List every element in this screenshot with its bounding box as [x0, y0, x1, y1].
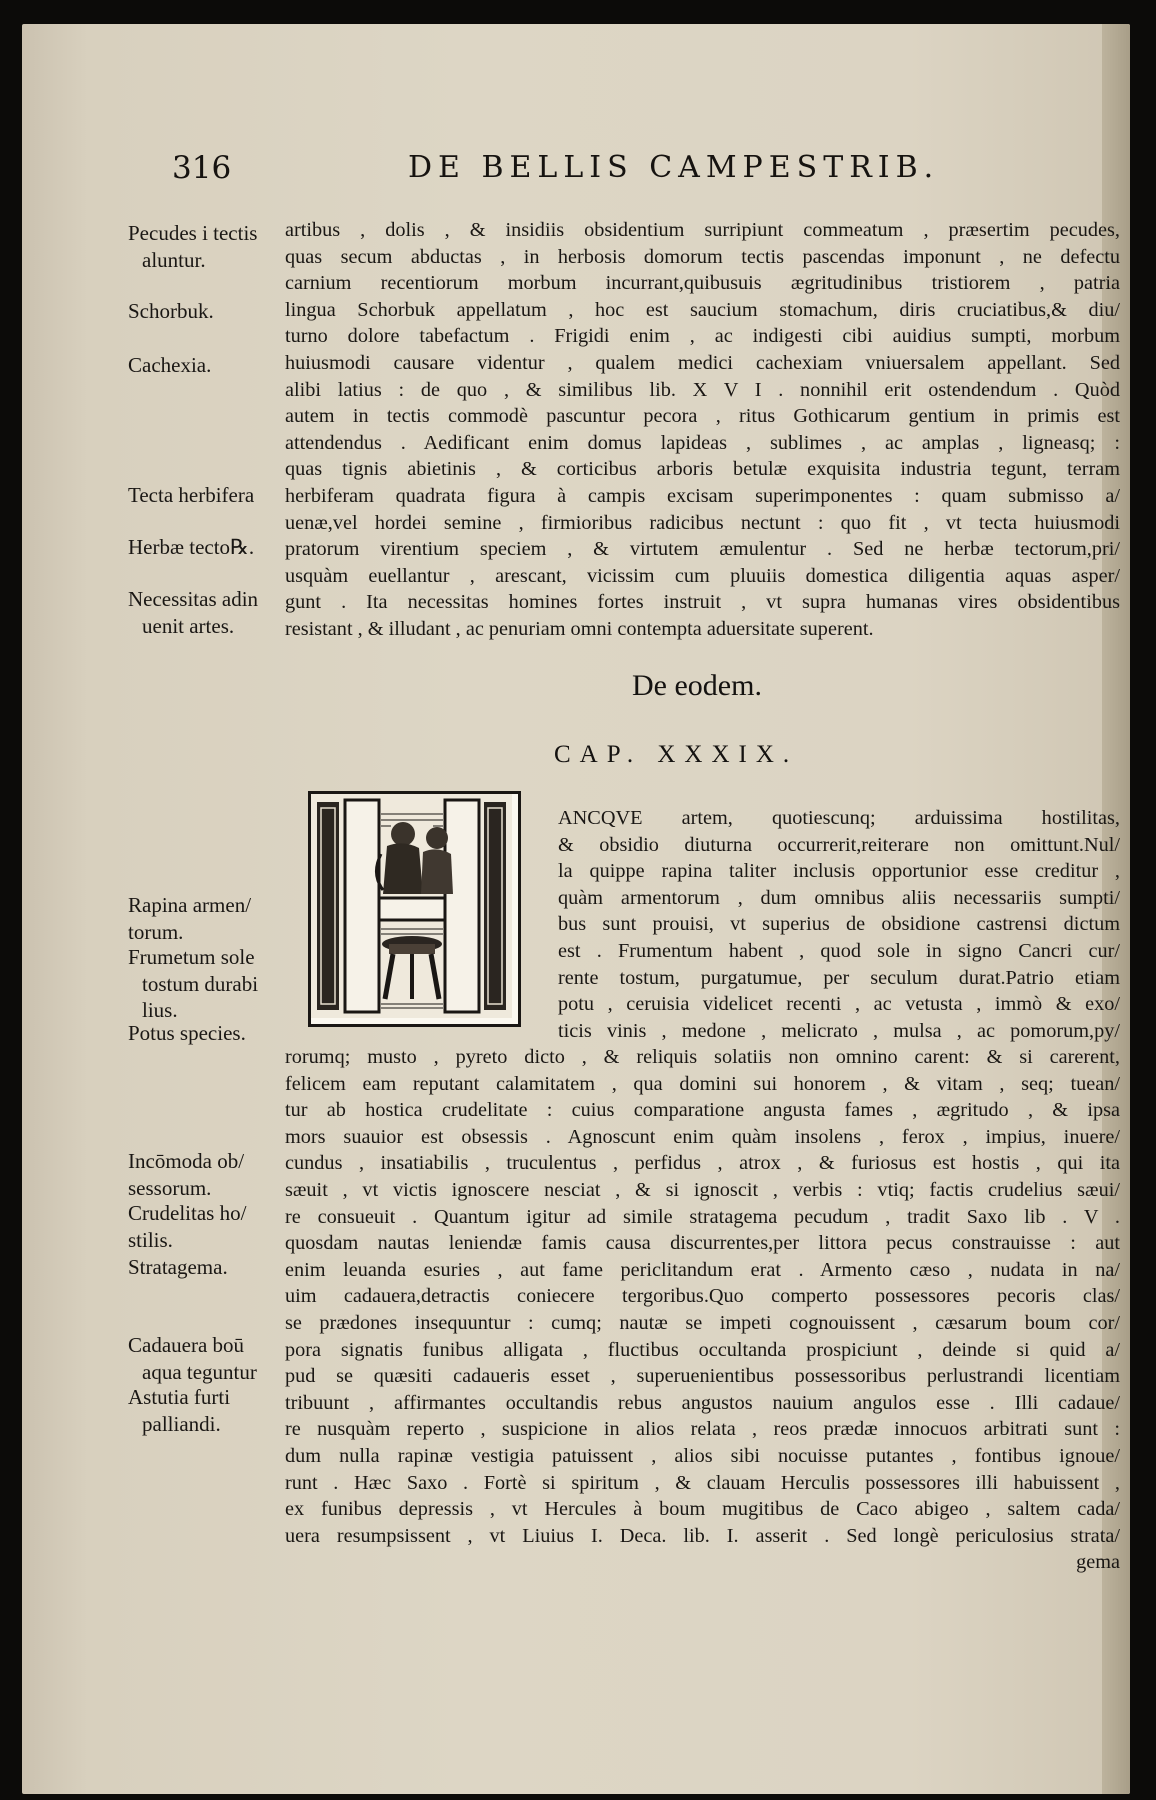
margin-note	[128, 534, 254, 561]
margin-note-line: Crudelitas ho/	[128, 1201, 247, 1225]
chapter-label: CAP. XXXIX.	[554, 741, 799, 768]
text-line: tribuunt , affirmantes occultandis rebus angustos nauium angulos esse . Illi cadaue/	[285, 1391, 1120, 1414]
margin-note-line: Pecudes i tectis	[128, 221, 258, 245]
text-line: dum nulla rapinæ vestigia patuissent , alios sibi nocuisse putantes , fontibus ignoue/	[285, 1444, 1120, 1467]
text-line: ex funibus depressis , vt Hercules à boum mugitibus de Caco abigeo , saltem cada/	[285, 1498, 1120, 1521]
margin-note-line: Cachexia.	[128, 353, 212, 377]
text-line: potu , ceruisia videlicet recenti , ac vetusta , immò & exo/	[558, 993, 1120, 1016]
catchword: gema	[1076, 1551, 1120, 1574]
margin-note	[128, 482, 254, 509]
text-line: est . Frumentum habent , quod sole in signo Cancri cur/	[558, 939, 1120, 962]
margin-note-line: aluntur.	[142, 247, 206, 272]
text-line: mors suauior est obsessis . Agnoscunt enim quàm insolens , ferox , impius, inuere/	[285, 1125, 1120, 1148]
text-line: pora signatis funibus alligata , fluctibus occultanda prospiciunt , deinde si quid a/	[285, 1338, 1120, 1361]
margin-note-line: Potus species.	[128, 1021, 246, 1045]
text-line: uim cadauera,detractis coniecere tergoribus.Quo comperto possessores pecoris clas/	[285, 1285, 1120, 1308]
margin-note	[128, 1384, 230, 1437]
margin-note-line: torum.	[128, 919, 184, 944]
text-line: turno dolore tabefactum . Frigidi enim , ac indigesti cibi auidius sumpti, morbum	[285, 325, 1120, 348]
margin-note	[128, 1254, 228, 1281]
text-line: cundus , insatiabilis , truculentus , perfidus , atrox , & furiosus est hostis , qui ita	[285, 1152, 1120, 1175]
margin-note-line: aqua teguntur	[142, 1359, 257, 1384]
margin-note-line: Astutia furti	[128, 1385, 231, 1409]
margin-note	[128, 1332, 257, 1385]
text-line: re consueuit . Quantum igitur ad simile stratagema pecudum , tradit Saxo lib . V .	[285, 1205, 1120, 1228]
text-line: quàm armentorum , dum omnibus aliis necessariis sumpti/	[558, 886, 1120, 909]
margin-note-line: Rapina armen/	[128, 893, 252, 917]
text-line: se prædones insequuntur : cumq; nautæ se impeti cognouissent , cæsarum boum cor/	[285, 1311, 1120, 1334]
text-line: uenæ,vel hordei semine , firmioribus radicibus nectunt : quo fit , vt tecta huiusmodi	[285, 511, 1120, 534]
paragraph-2-full-width	[285, 1044, 1120, 1576]
margin-note-line: Necessitas adin	[128, 587, 259, 611]
margin-note-line: Incōmoda ob/	[128, 1149, 245, 1173]
margin-note	[128, 220, 257, 273]
margin-note-line: uenit artes.	[142, 613, 235, 638]
margin-note	[128, 352, 211, 379]
margin-note	[128, 586, 258, 639]
text-line: ANCQVE artem, quotiescunq; arduissima hostilitas,	[558, 807, 1120, 829]
page-header	[172, 150, 1032, 200]
margin-note	[128, 1200, 246, 1253]
text-line: resistant , & illudant , ac penuriam omni contempta aduersitate superent.	[285, 617, 874, 640]
text-line: alibi latius : de quo , & similibus lib. X V I . nonnihil erit ostendendum . Quòd	[285, 378, 1120, 401]
text-line: felicem eam reputant calamitatem , qua domini sui honorem , & vitam , seq; tuean/	[285, 1072, 1120, 1095]
text-line: re nusquàm reperto , suspicione in alios relata , reos prædæ innocuos arbitrati sunt :	[285, 1418, 1120, 1441]
text-line: attendendus . Aedificant enim domus lapideas , sublimes , ac amplas , ligneasq; :	[285, 431, 1120, 454]
text-line: quosdam nautas leniendæ famis causa discurrentes,per littora pecus constrauisse : aut	[285, 1232, 1120, 1255]
margin-note	[128, 1148, 244, 1201]
text-line: carnium recentiorum morbum incurrant,quibusuis ægritudinibus tristiorem , patria	[285, 272, 1120, 295]
margin-note-line: Stratagema.	[128, 1255, 228, 1279]
margin-note-line: Schorbuk.	[128, 299, 214, 323]
text-line: sæuit , vt victis ignoscere nesciat , & si ignoscit , verbis : vtiq; factis crudelius sæui/	[285, 1178, 1120, 1201]
text-line: autem in tectis commodè pascuntur pecora , ritus Gothicarum gentium in primis est	[285, 405, 1120, 428]
text-line: tur ab hostica crudelitate : cuius comparatione angusta fames , ægritudo , & ipsa	[285, 1099, 1120, 1122]
text-line: ticis vinis , medone , melicrato , mulsa , ac pomorum,py/	[558, 1019, 1120, 1042]
margin-note-line: Cadauera boū	[128, 1333, 245, 1357]
margin-note-line: lius.	[142, 998, 178, 1023]
running-title: DE BELLIS CAMPESTRIB.	[408, 150, 940, 185]
text-line: quas tignis abietinis , & corticibus arboris betulæ exquisita industria tegunt, terram	[285, 458, 1120, 481]
text-line: usquàm euellantur , arescant, vicissim cum pluuiis domestica diligentia aquas asper/	[285, 564, 1120, 587]
text-line: bus sunt prouisi, vt superius de obsidione castrensi dictum	[558, 913, 1120, 936]
text-line: enim leuanda esuries , aut fame periclitandum erat . Armento cæso , nudata in na/	[285, 1258, 1120, 1281]
margin-note-line: Tecta herbifera	[128, 483, 255, 507]
page-number: 316	[172, 150, 232, 186]
margin-note	[128, 944, 258, 1024]
margin-note-line: stilis.	[128, 1227, 173, 1252]
text-line: la quippe rapina taliter inclusis opportunior esse creditur ,	[558, 860, 1120, 883]
text-line: rorumq; musto , pyreto dicto , & reliquis solatiis non omnino carent: & si carerent,	[285, 1046, 1120, 1068]
margin-note-line: palliandi.	[142, 1411, 221, 1436]
text-line: artibus , dolis , & insidiis obsidentium surripiunt commeatum , præsertim pecudes,	[285, 219, 1120, 241]
woodcut-initial-h	[308, 791, 521, 1027]
margin-note	[128, 892, 251, 945]
text-line: runt . Hæc Saxo . Fortè si spiritum , & clauam Herculis possessores illi habuissent ,	[285, 1471, 1120, 1494]
margin-note-line: Frumetum sole	[128, 945, 255, 969]
text-line: & obsidio diuturna occurrerit,reiterare non omittunt.Nul/	[558, 833, 1120, 856]
text-line: herbiferam quadrata figura à campis excisam superimponentes : quam submisso a/	[285, 484, 1120, 507]
woodcut-illustration	[311, 794, 512, 1018]
paragraph-2-beside-initial	[558, 805, 1120, 1044]
text-line: pratorum virentium speciem , & virtutem æmulentur . Sed ne herbæ tectorum,pri/	[285, 538, 1120, 561]
text-line: lingua Schorbuk appellatum , hoc est saucium stomachum, diris cruciatibus,& diu/	[285, 298, 1120, 321]
section-heading: De eodem.	[632, 669, 762, 702]
book-page	[22, 24, 1130, 1794]
margin-note	[128, 1020, 246, 1047]
text-line: rente tostum, purgatumue, per seculum durat.Patrio etiam	[558, 966, 1120, 989]
margin-note-line: sessorum.	[128, 1175, 212, 1200]
text-line: pud se quæsiti cadaueris esset , superuenientibus possessoribus perlustrandi licentiam	[285, 1365, 1120, 1388]
text-line: quas secum abductas , in herbosis domorum tectis pascendas imponunt , ne defectu	[285, 245, 1120, 268]
margin-note-line: Herbæ tecto℞.	[128, 535, 255, 559]
text-line: uera resumpsissent , vt Liuius I. Deca. lib. I. asserit . Sed longè periculosius strata/	[285, 1524, 1120, 1547]
text-line: gunt . Ita necessitas homines fortes instruit , vt supra humanas vires obsidentibus	[285, 591, 1120, 614]
margin-note-line: tostum durabi	[142, 971, 259, 996]
margin-note	[128, 298, 214, 325]
paragraph-1	[285, 217, 1120, 643]
text-line: huiusmodi causare videntur , qualem medici cachexiam vniuersalem appellant. Sed	[285, 351, 1120, 374]
